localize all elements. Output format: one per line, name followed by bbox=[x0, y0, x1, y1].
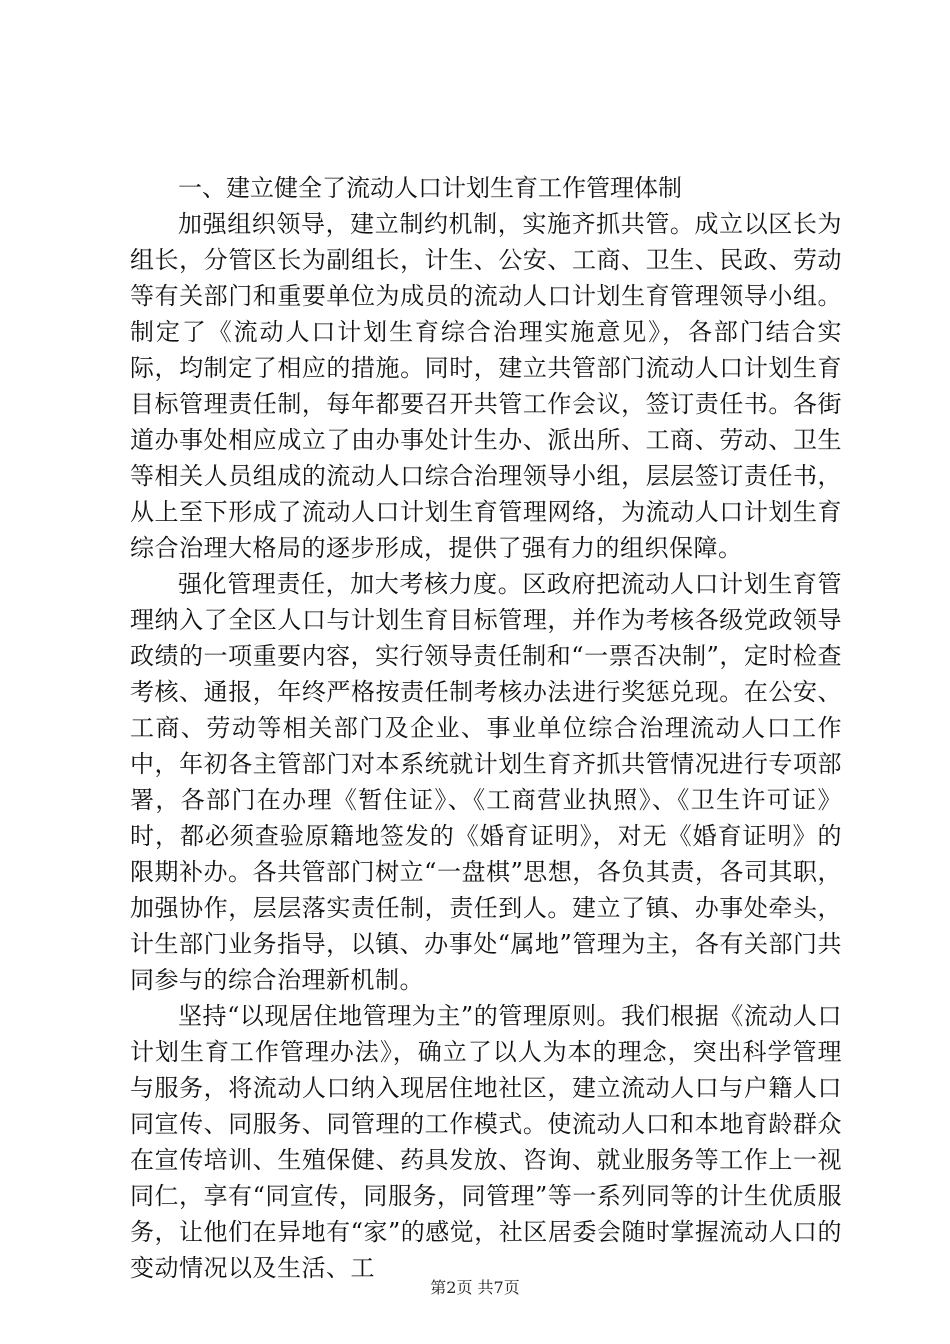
paragraph-residence-management: 坚持“以现居住地管理为主”的管理原则。我们根据《流动人口计划生育工作管理办法》，确立了以人为本的理念，突出科学管理与服务，将流动人口纳入现居住地社区，建立流动人口与户籍人口同宣传、同服务、同管理的工作模式。使流动人口和本地育龄群众在宣传培训、生殖保健、药具发放、咨询、就业服务等工作上一视同仁，享有“同宣传，同服务，同管理”等一系列同等的计生优质服务，让他们在异地有“家”的感觉，社区居委会随时掌握流动人口的变动情况以及生活、工 bbox=[130, 1002, 842, 1282]
page-number-footer: 第2页 共7页 bbox=[430, 1278, 520, 1297]
document-body bbox=[130, 170, 842, 1286]
paragraph-responsibility: 强化管理责任，加大考核力度。区政府把流动人口计划生育管理纳入了全区人口与计划生育目标管理，并作为考核各级党政领导政绩的一项重要内容，实行领导责任制和“一票否决制”，定时检查考核、通报，年终严格按责任制考核办法进行奖惩兑现。在公安、工商、劳动等相关部门及企业、事业单位综合治理流动人口工作中，年初各主管部门对本系统就计划生育齐抓共管情况进行专项部署，各部门在办理《暂住证》、《工商营业执照》、《卫生许可证》时，都必须查验原籍地签发的《婚育证明》，对无《婚育证明》的限期补办。各共管部门树立“一盘棋”思想，各负其责，各司其职，加强协作，层层落实责任制，责任到人。建立了镇、办事处牵头，计生部门业务指导，以镇、办事处“属地”管理为主，各有关部门共同参与的综合治理新机制。 bbox=[130, 570, 842, 994]
paragraph-organization: 加强组织领导，建立制约机制，实施齐抓共管。成立以区长为组长，分管区长为副组长，计生、公安、工商、卫生、民政、劳动等有关部门和重要单位为成员的流动人口计划生育管理领导小组。制定了《流动人口计划生育综合治理实施意见》，各部门结合实际，均制定了相应的措施。同时，建立共管部门流动人口计划生育目标管理责任制，每年都要召开共管工作会议，签订责任书。各街道办事处相应成立了由办事处计生办、派出所、工商、劳动、卫生等相关人员组成的流动人口综合治理领导小组，层层签订责任书，从上至下形成了流动人口计划生育管理网络，为流动人口计划生育综合治理大格局的逐步形成，提供了强有力的组织保障。 bbox=[130, 210, 842, 562]
section-heading: 一、建立健全了流动人口计划生育工作管理体制 bbox=[178, 174, 682, 202]
